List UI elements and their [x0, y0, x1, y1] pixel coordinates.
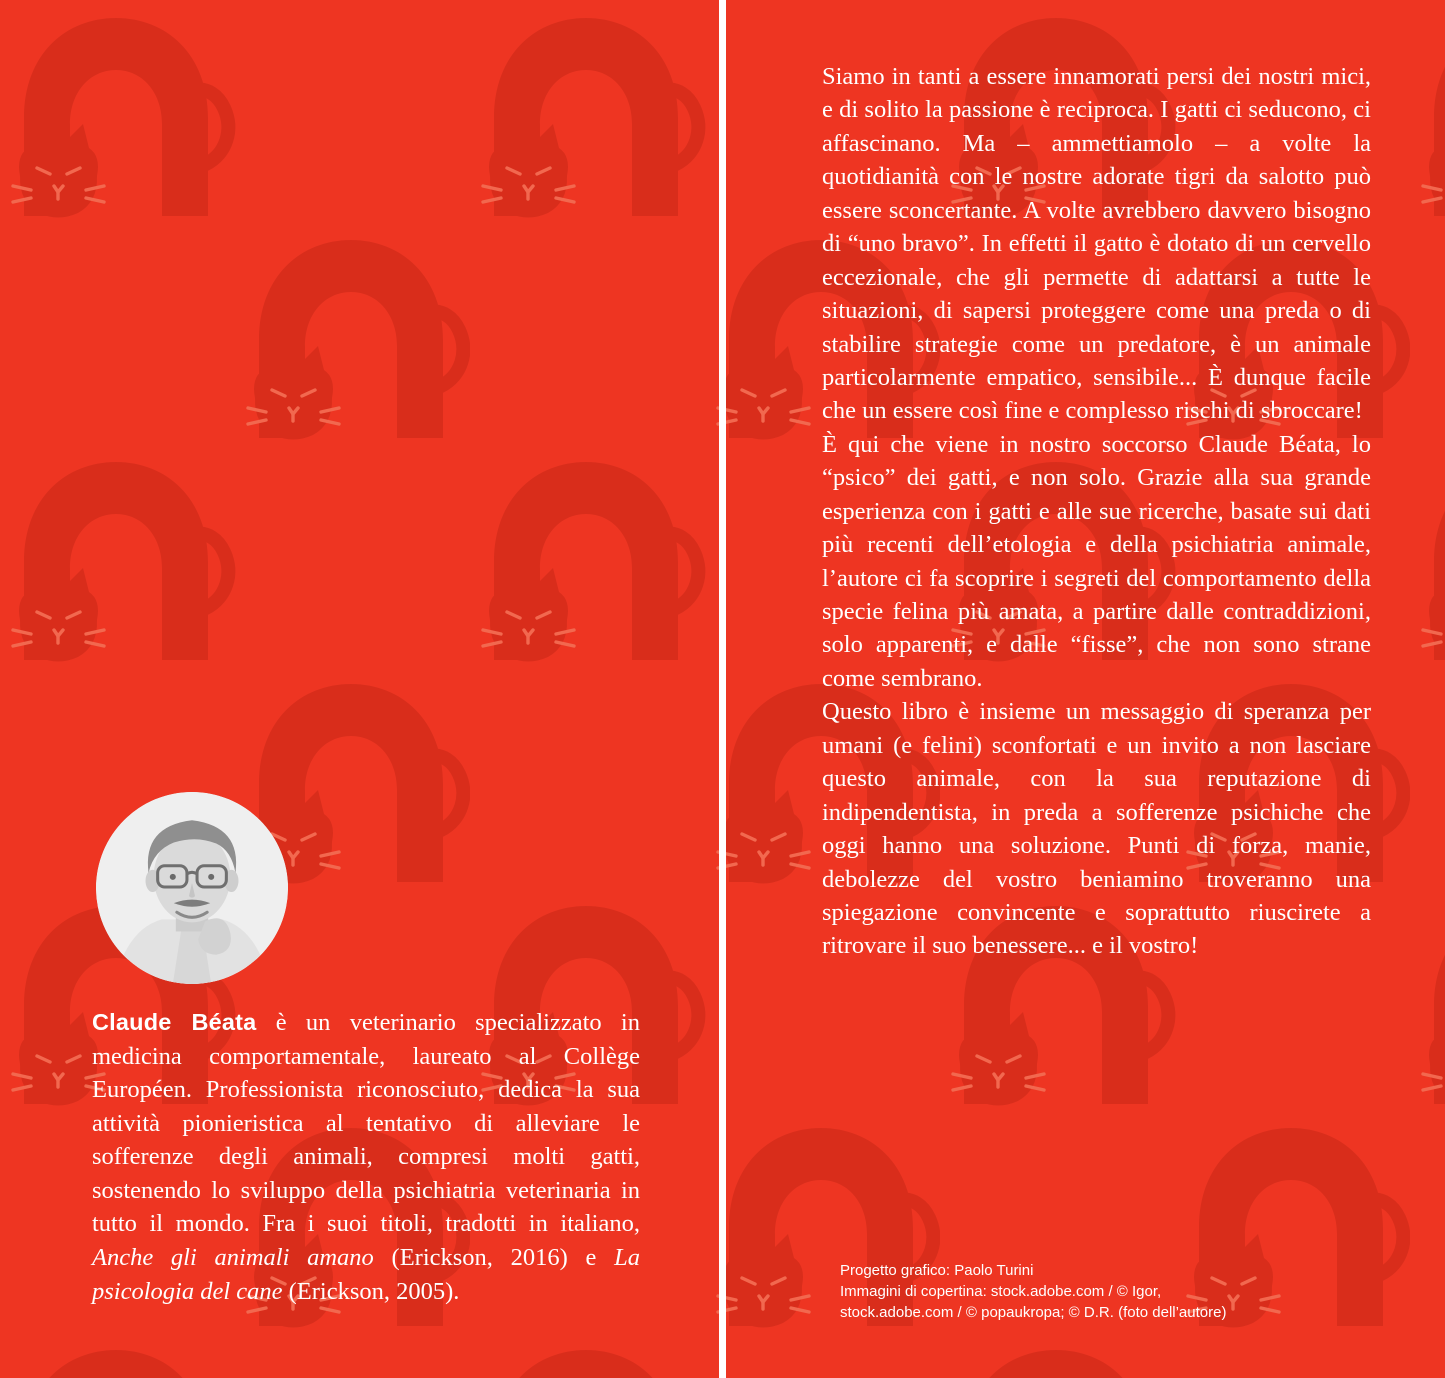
bio-text-2: (Erickson, 2016) e: [373, 1243, 615, 1271]
credit-line: Progetto grafico: Paolo Turini: [840, 1262, 1034, 1279]
bio-text-3: (Erickson, 2005).: [282, 1277, 460, 1305]
book-title-2: La psicologia del cane: [92, 1243, 640, 1305]
description-paragraph: È qui che viene in nostro soccorso Claude Béata, lo “psico” dei gatti, e non solo. Grazie alla sua grande esperienza con i gatti e alle sue ricerche, basate sui dati più recenti dell’etologia e della psichiatria animale, l’autore ci fa scoprire i segreti del comportamento della specie felina più amata, a partire dalle contraddizioni, solo apparenti, e dalle “fisse”, che non sono strane come sembrano.: [822, 430, 1371, 692]
credits-block: [840, 1260, 1360, 1323]
bio-text-1: è un veterinario specializzato in medicina comportamentale, laureato al Collège Européen. Professionista riconosciuto, dedica la sua attività pionieristica al tentativo di alleviare le sofferenze degli animali, compresi molti gatti, sostenendo lo sviluppo della psichiatria veterinaria in tutto il mondo. Fra i suoi titoli, tradotti in italiano,: [92, 1009, 640, 1238]
author-name: Claude Béata: [92, 1009, 257, 1035]
author-portrait-image: [96, 792, 288, 984]
book-description: [822, 60, 1371, 963]
author-photo: [96, 792, 288, 984]
panel-divider: [719, 0, 726, 1378]
author-bio: [92, 1006, 640, 1308]
description-paragraph: Questo libro è insieme un messaggio di speranza per umani (e felini) sconfortati e un invito a non lasciare questo animale, con la sua reputazione di indipendentista, in preda a sofferenze psichiche che oggi hanno una soluzione. Punti di forza, manie, debolezze del vostro beniamino troveranno una spiegazione convincente e soprattutto riuscirete a ritrovare il suo benessere... e il vostro!: [822, 698, 1371, 960]
credit-line: Immagini di copertina: stock.adobe.com / © Igor,: [840, 1283, 1162, 1300]
credit-line: stock.adobe.com / © popaukropa; © D.R. (foto dell’autore): [840, 1304, 1227, 1321]
book-title-1: Anche gli animali amano: [92, 1243, 374, 1271]
description-paragraph: Siamo in tanti a essere innamorati persi dei nostri mici, e di solito la passione è reciproca. I gatti ci seducono, ci affascinano. Ma – ammettiamolo – a volte la quotidianità con le nostre adorate tigri da salotto può essere sconcertante. A volte avrebbero davvero bisogno di “uno bravo”. In effetti il gatto è dotato di un cervello eccezionale, che gli permette di adattarsi a tutte le situazioni, di sapersi proteggere come una preda o di stabilire strategie come un predatore, è un animale particolarmente empatico, sensibile... È dunque facile che un essere così fine e complesso rischi di sbroccare!: [822, 63, 1371, 425]
